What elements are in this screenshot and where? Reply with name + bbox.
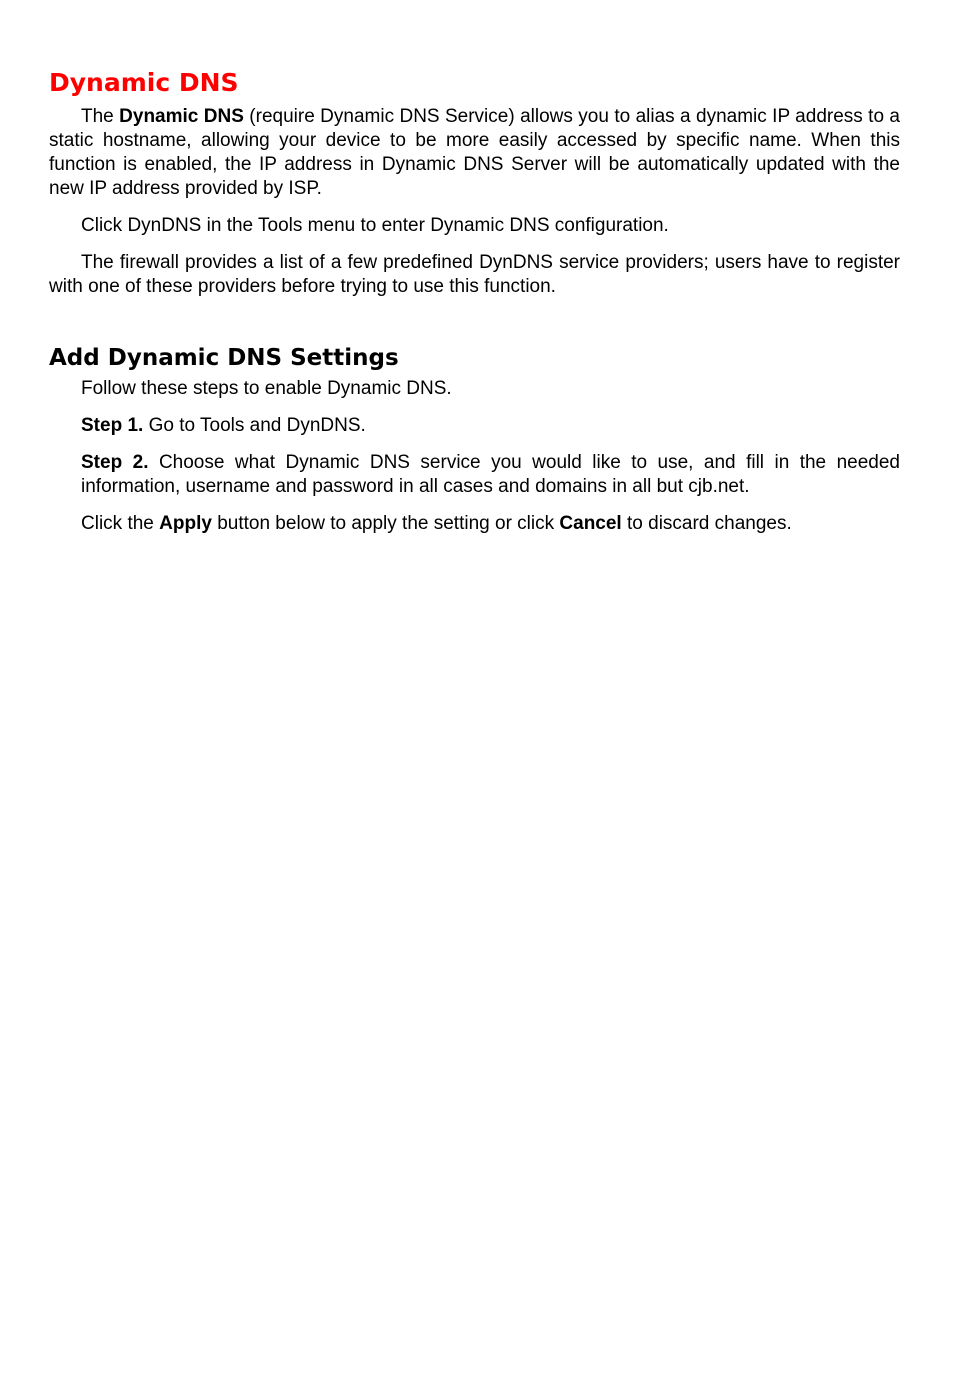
step-1-text: Go to Tools and DynDNS. xyxy=(143,415,366,436)
step-2-label: Step 2. xyxy=(81,452,149,473)
closing-text-end: to discard changes. xyxy=(621,513,792,534)
document-page xyxy=(49,66,900,536)
apply-term: Apply xyxy=(159,513,212,534)
closing-text-start: Click the xyxy=(81,513,160,534)
step-2 xyxy=(81,451,900,499)
section-title-add-settings: Add Dynamic DNS Settings xyxy=(49,345,399,371)
cancel-term: Cancel xyxy=(559,513,622,534)
steps-intro: Follow these steps to enable Dynamic DNS. xyxy=(81,378,452,399)
step-1-label: Step 1. xyxy=(81,415,144,436)
step-1 xyxy=(81,414,900,438)
intro-text-rest: (require Dynamic DNS Service) allows you to alias a dynamic IP address to a static hostname, allowing your device to be more easily accessed by specific name. When this function is enabled, the IP address in Dynamic DNS Server will be automatically updated with the new IP address provided by ISP. xyxy=(49,106,900,199)
intro-paragraph xyxy=(49,105,900,201)
providers-paragraph: The firewall provides a list of a few predefined DynDNS service providers; users have to register with one of these providers before trying to use this function. xyxy=(49,252,900,297)
step-2-text: Choose what Dynamic DNS service you would like to use, and fill in the needed information, username and password in all cases and domains in all but cjb.net. xyxy=(81,452,900,497)
closing-text-middle: button below to apply the setting or click xyxy=(211,513,560,534)
tools-menu-paragraph: Click DynDNS in the Tools menu to enter Dynamic DNS configuration. xyxy=(81,215,669,236)
intro-bold-term: Dynamic DNS xyxy=(119,106,244,127)
closing-paragraph xyxy=(81,512,900,536)
section-title-dynamic-dns: Dynamic DNS xyxy=(49,68,239,97)
intro-text-start: The xyxy=(81,106,120,127)
